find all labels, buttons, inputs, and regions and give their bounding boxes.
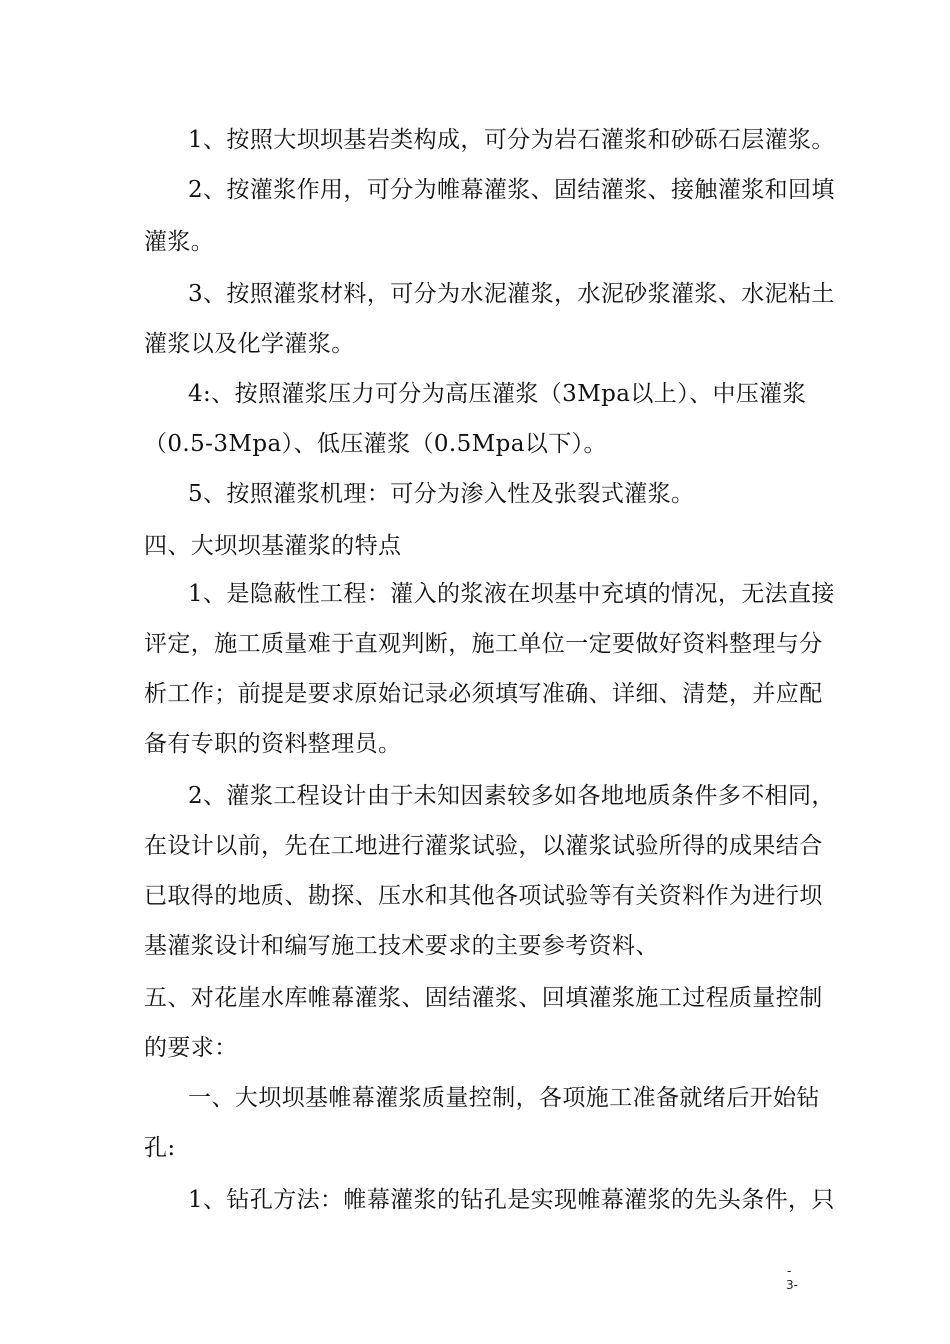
paragraph-line: 2、按灌浆作用，可分为帷幕灌浆、固结灌浆、接触灌浆和回填 [188,177,835,203]
section-heading: 五、对花崖水库帷幕灌浆、固结灌浆、回填灌浆施工过程质量控制 [144,985,823,1011]
page-number: 3- [786,1278,798,1292]
section-heading: 四、大坝坝基灌浆的特点 [144,533,402,559]
paragraph-line: 5、按照灌浆机理：可分为渗入性及张裂式灌浆。 [188,481,695,507]
paragraph-line: 在设计以前，先在工地进行灌浆试验，以灌浆试验所得的成果结合 [144,833,823,859]
paragraph-line: 4:、按照灌浆压力可分为高压灌浆（3Mpa以上）、中压灌浆 [188,381,807,407]
paragraph-line: 析工作；前提是要求原始记录必须填写准确、详细、清楚，并应配 [144,681,823,707]
paragraph-line: 1、按照大坝坝基岩类构成，可分为岩石灌浆和砂砾石层灌浆。 [188,127,835,153]
paragraph-line: 2、灌浆工程设计由于未知因素较多如各地地质条件多不相同， [188,783,835,809]
paragraph-line: 的要求： [144,1035,238,1061]
paragraph-line: 3、按照灌浆材料，可分为水泥灌浆，水泥砂浆灌浆、水泥粘土 [188,281,835,307]
page-number-dash: - [787,1264,792,1278]
paragraph-line: 1、钻孔方法：帷幕灌浆的钻孔是实现帷幕灌浆的先头条件，只 [188,1187,835,1213]
paragraph-line: 孔: [144,1135,176,1161]
paragraph-line: 已取得的地质、勘探、压水和其他各项试验等有关资料作为进行坝 [144,883,823,909]
paragraph-line: （0.5-3Mpa）、低压灌浆（0.5Mpa以下）。 [144,431,607,457]
paragraph-line: 一、大坝坝基帷幕灌浆质量控制，各项施工准备就绪后开始钻 [188,1085,820,1111]
paragraph-line: 基灌浆设计和编写施工技术要求的主要参考资料、 [144,933,659,959]
paragraph-line: 评定，施工质量难于直观判断，施工单位一定要做好资料整理与分 [144,631,823,657]
paragraph-line: 灌浆。 [144,229,215,255]
paragraph-line: 备有专职的资料整理员。 [144,731,402,757]
paragraph-line: 灌浆以及化学灌浆。 [144,331,355,357]
paragraph-line: 1、是隐蔽性工程：灌入的浆液在坝基中充填的情况，无法直接 [188,581,835,607]
